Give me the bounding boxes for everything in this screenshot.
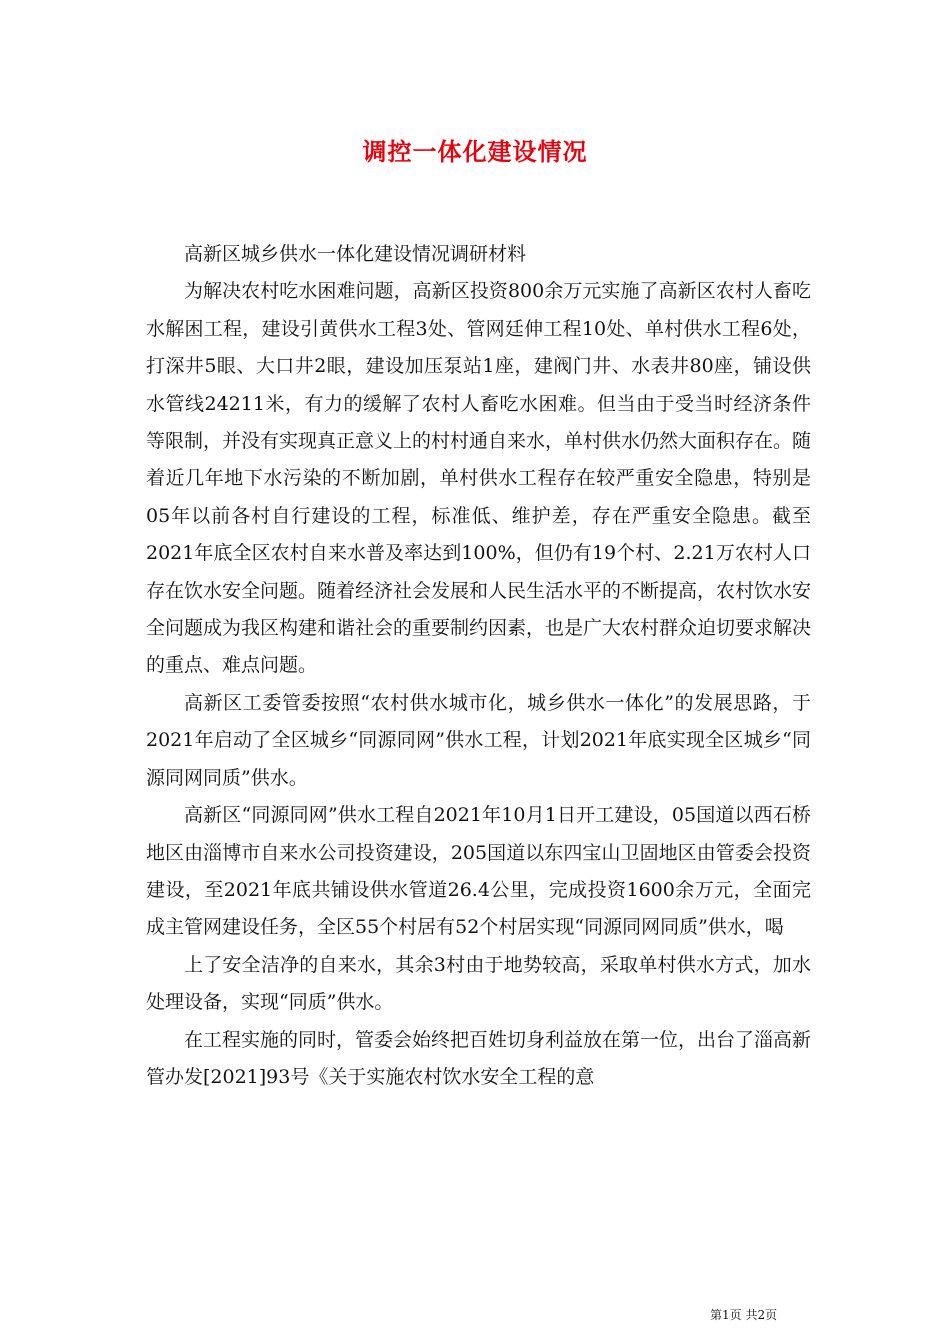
paragraph: 为解决农村吃水困难问题，高新区投资800余万元实施了高新区农村人畜吃水解困工程，建设引黄供水工程3处、管网廷伸工程10处、单村供水工程6处，打深井5眼、大口井2眼，建设加压泵站1座，建阀门井、水表井80座，铺设供水管线24211米，有力的缓解了农村人畜吃水困难。但当由于受当时经济条件等限制，并没有实现真正意义上的村村通自来水，单村供水仍然大面积存在。随着近几年地下水污染的不断加剧，单村供水工程存在较严重安全隐患，特别是05年以前各村自行建设的工程，标准低、维护差，存在严重安全隐患。截至2021年底全区农村自来水普及率达到100%，但仍有19个村、2.21万农村人口存在饮水安全问题。随着经济社会发展和人民生活水平的不断提高，农村饮水安全问题成为我区构建和谐社会的重要制约因素，也是广大农村群众迫切要求解决的重点、难点问题。 [146, 280, 812, 677]
document-body [146, 236, 811, 1096]
page-number: 第1页 共2页 [710, 1308, 778, 1322]
paragraph: 在工程实施的同时，管委会始终把百姓切身利益放在第一位，出台了淄高新管办发[2021]93号《关于实施农村饮水安全工程的意 [146, 1028, 812, 1088]
paragraph: 高新区“同源同网”供水工程自2021年10月1日开工建设，05国道以西石桥地区由淄博市自来水公司投资建设，205国道以东四宝山卫固地区由管委会投资建设，至2021年底共铺设供水管道26.4公里，完成投资1600余万元，全面完成主管网建设任务，全区55个村居有52个村居实现“同源同网同质”供水，喝 [146, 804, 811, 939]
paragraph: 高新区工委管委按照“农村供水城市化，城乡供水一体化”的发展思路，于2021年启动了全区城乡“同源同网”供水工程，计划2021年底实现全区城乡“同源同网同质”供水。 [146, 691, 811, 789]
document-title: 调控一体化建设情况 [362, 137, 588, 166]
document-subtitle: 高新区城乡供水一体化建设情况调研材料 [184, 243, 527, 265]
paragraph: 上了安全洁净的自来水，其余3村由于地势较高，采取单村供水方式，加水处理设备，实现“同质”供水。 [146, 953, 811, 1014]
